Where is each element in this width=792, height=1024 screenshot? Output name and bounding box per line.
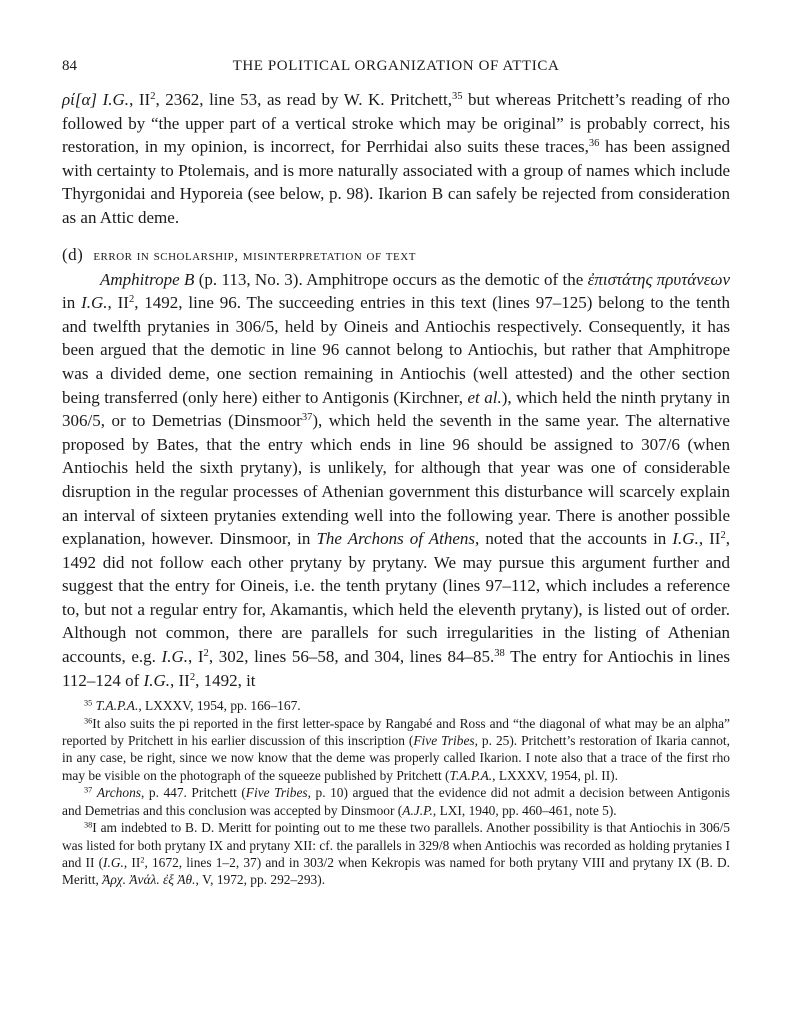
section-heading [62,244,730,267]
section-label: (d) [62,244,84,264]
citation-ig: I.G. [102,90,130,109]
deme-name: Amphitrope B [100,269,195,289]
book-title: The Archons of Athens [316,529,476,549]
page-number: 84 [62,58,77,74]
footnote-37: $^{37}$ Archons, p. 447. Pritchett (Five Tribes, p. 10) argued that the evidence did not admit a decision between Antigonis and Demetrias and this conclusion was accepted by Dinsmoor (A.J.P., LXI, 1940, pp. 460–461, note 5). [62,785,731,818]
book-page [62,58,730,889]
footnote-ref-38[interactable]: 38 [494,648,505,660]
footnote-35: $^{35}$ T.A.P.A., LXXXV, 1954, pp. 166–167. [84,698,301,714]
main-text [62,88,730,692]
running-header [62,58,730,82]
paragraph-amphitrope: Amphitrope B (p. 113, No. 3). Amphitrope occurs as the demotic of the ἐπιστάτης πρυτάνεων in I.G., $II^2$, 1492, line 96. The succeeding entries in this text (lines 97–125) belong to the tenth and twelfth prytanies in 306/5, held by Oineis and Antiochis respectively. Consequently, it has been argued that the demotic in line 96 cannot belong to Antiochis, but rather that Amphitrope was a divided deme, one section remaining in Antiochis (well attested) and the other section being transferred (only here) either to Antigonis (Kirchner, et al.), which held the ninth prytany in 306/5, or to Demetrias (Dinsmoor$^{37}$), which held the seventh in the same year. The alternative proposed by Bates, that the entry which ends in line 96 should be assigned to 307/6 (when Antiochis held the sixth prytany), is unlikely, for although that year was one of considerable disruption in the regular processes of Athenian government this disturbance will scarcely explain an interval of sixteen prytanies extending well into the following year. There is another possible explanation, however. Dinsmoor, in The Archons of Athens, noted that the accounts in I.G., $II^2$, 1492 did not follow each other prytany by prytany. We may pursue this argument further and suggest that the entry for Oineis, i.e. the tenth prytany (lines 97–112, which includes a reference to, but not a regular entry for, Akamantis, which held the eleventh prytany), is listed out of order. Although not common, there are parallels for such irregularities in the listing of Athenian accounts, e.g. I.G., $I^2$, 302, lines 56–58, and 304, lines 84–85.38 The entry for Antiochis in lines 112–124 of I.G., $II^2$, 1492, it [62,269,731,690]
paragraph-ikarion: ρί[α] I.G., $II^2$, 2362, line 53, as read by W. K. Pritchett,$^{35}$ but whereas Pritchett’s reading of rho followed by “the upper part of a vertical stroke which may be original” is probably correct, his restoration, in my opinion, is incorrect, for Perrhidai also suits these traces,$^{36}$ has been assigned with certainty to Ptolemais, and is more naturally associated with a group of names which include Thyrgonidai and Hyporeia (see below, p. 98). Ikarion B can safely be rejected from consideration as an Attic deme. [62,90,731,227]
section-title: error in scholarship, misinterpretation of text [93,247,416,264]
footnote-ref-36[interactable]: 36 [588,138,600,150]
footnote-ref-37[interactable]: 37 [301,412,313,424]
footnote-ref-35[interactable]: 35 [451,91,463,103]
greek-fragment: ρί[α] [62,90,98,109]
footnote-38: $^{38}$I am indebted to B. D. Meritt for pointing out to me these two parallels. Another possibility is that Antiochis in 306/5 was listed for both prytany IX and prytany XII: cf. the parallels in 329/8 when Antiochis was recorded as holding prytanies I and II (I.G., $II^2$, 1672, lines 1–2, 37) and in 303/2 when Kekropis was named for both prytany VIII and prytany IX (B. D. Meritt, Ἀρχ. Ἀνάλ. ἐξ Ἀθ., V, 1972, pp. 292–293). [62,820,730,888]
greek-term: ἐπιστάτης πρυτάνεων [587,269,731,289]
footnotes [62,697,730,888]
footnote-36: $^{36}$It also suits the pi reported in the first letter-space by Rangabé and Ross and “the diagonal of what may be an alpha” reported by Pritchett in his earlier discussion of this inscription (Five Tribes, p. 25). Pritchett’s restoration of Ikaria cannot, in any case, be right, since we now know that the deme was properly called Ikarion. I note also that a trace of the first rho may be visible on the photograph of the squeeze published by Pritchett (T.A.P.A., LXXXV, 1954, pl. II). [62,715,730,783]
running-title: THE POLITICAL ORGANIZATION OF ATTICA [232,58,560,74]
